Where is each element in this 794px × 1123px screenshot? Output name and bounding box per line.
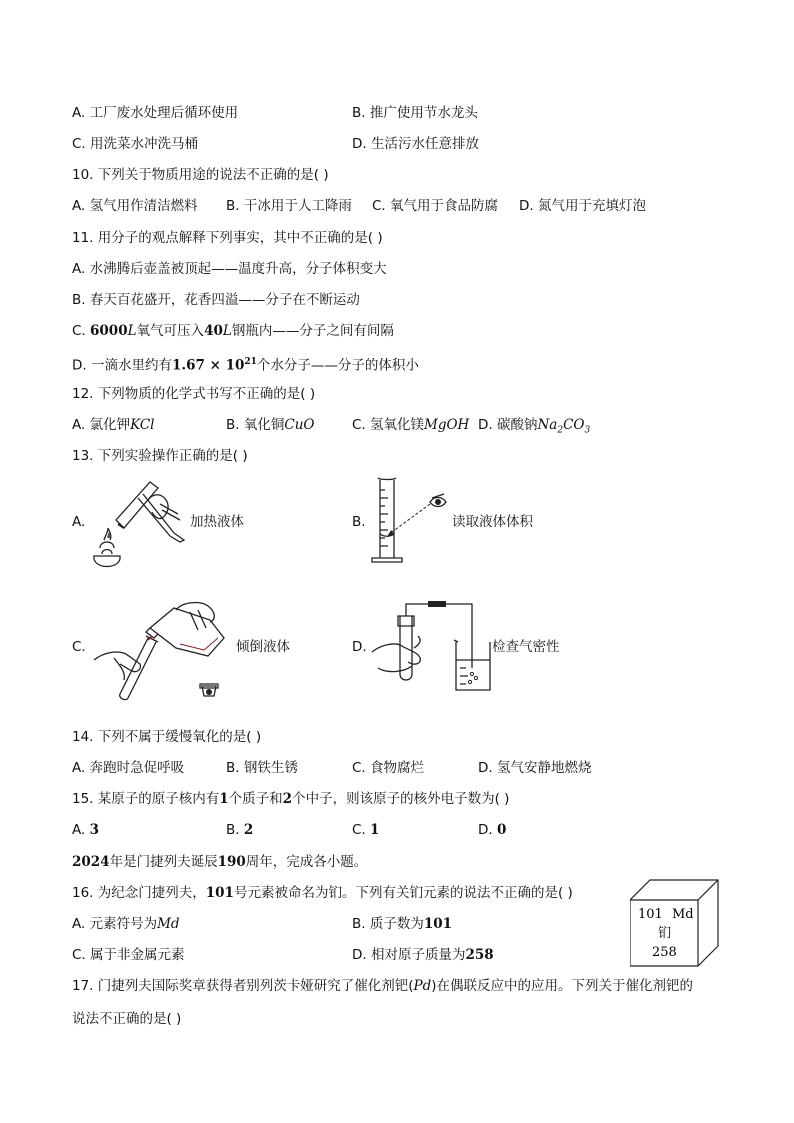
airtightness-check-illustration <box>368 598 498 702</box>
q11-option-c-value2: 40 <box>204 323 223 339</box>
q16-option-d-text: D. 相对原子质量为 <box>352 947 466 963</box>
element-atomic-mass: 258 <box>652 945 677 960</box>
q11-option-d-prefix: D. 一滴水里约有 <box>72 357 172 374</box>
q11-option-d-number: 1.67 × 10 <box>171 357 245 374</box>
q14-option-c: C. 食物腐烂 <box>352 760 425 776</box>
element-name: 钔 <box>658 926 672 941</box>
q17-stem-part2: )在偶联反应中的应用。下列关于催化剂钯的 <box>431 978 694 994</box>
q12-option-b <box>226 416 314 434</box>
q15-option-d-value: 0 <box>496 822 507 838</box>
q9-option-c: C. 用洗菜水冲洗马桶 <box>72 136 199 152</box>
q13-option-a-letter: A. <box>72 514 86 530</box>
q15-option-c <box>352 821 379 839</box>
q11-option-c-unit2: L <box>222 323 232 339</box>
q14-stem: 14. 下列不属于缓慢氧化的是( ) <box>72 729 262 745</box>
q9-option-b: B. 推广使用节水龙头 <box>352 105 478 121</box>
q15-option-d-letter: D. <box>478 822 493 838</box>
q11-option-d <box>72 353 419 375</box>
q11-option-c <box>72 322 394 340</box>
q16-stem-part1: 16. 为纪念门捷列夫， <box>72 885 206 901</box>
q12-option-c-formula: MgOH <box>424 417 470 433</box>
q16-option-a-symbol: Md <box>157 916 180 932</box>
intro-text-part2: 周年，完成各小题。 <box>245 854 368 870</box>
q12-option-d-text: D. 碳酸钠 <box>478 417 538 433</box>
q15-stem-part1: 15. 某原子的原子核内有 <box>72 791 220 807</box>
intro-text-part1: 年是门捷列夫诞辰 <box>109 854 218 870</box>
q14-option-d: D. 氢气安静地燃烧 <box>478 760 592 776</box>
q13-stem: 13. 下列实验操作正确的是( ) <box>72 448 248 464</box>
q12-option-a-formula: KCl <box>130 417 155 433</box>
q16-option-b-value: 101 <box>423 916 453 932</box>
q16-option-c: C. 属于非金属元素 <box>72 947 185 963</box>
reading-cylinder-illustration <box>368 474 458 566</box>
q16-option-d <box>352 946 494 964</box>
q15-stem-number1: 1 <box>219 791 229 807</box>
q14-option-a: A. 奔跑时急促呼吸 <box>72 760 185 776</box>
pouring-liquid-illustration <box>90 600 232 702</box>
q11-option-c-suffix: 钢瓶内——分子之间有间隔 <box>231 323 394 339</box>
q16-option-a <box>72 915 180 933</box>
q10-option-a: A. 氢气用作清洁燃料 <box>72 198 198 214</box>
q14-option-b: B. 钢铁生锈 <box>226 760 298 776</box>
element-card-mendelevium <box>630 878 722 970</box>
q16-option-b-text: B. 质子数为 <box>352 916 424 932</box>
q12-option-d-formula-part2: CO <box>563 417 585 433</box>
q16-option-b <box>352 915 452 933</box>
q13-option-b-letter: B. <box>352 514 366 530</box>
q11-option-d-suffix: 个水分子——分子的体积小 <box>256 357 419 374</box>
section-intro <box>72 853 367 871</box>
q15-option-b <box>226 821 253 839</box>
q12-option-a <box>72 416 154 434</box>
q12-option-c <box>352 416 469 434</box>
q16-option-a-text: A. 元素符号为 <box>72 916 158 932</box>
q15-option-c-letter: C. <box>352 822 366 838</box>
element-symbol: Md <box>672 907 694 922</box>
q9-option-a: A. 工厂废水处理后循环使用 <box>72 105 239 121</box>
q12-option-d-subscript1: 2 <box>557 425 564 436</box>
q12-option-b-text: B. 氧化铜 <box>226 417 285 433</box>
q15-stem-part2: 个质子和 <box>228 791 283 807</box>
intro-number: 190 <box>217 854 246 870</box>
q11-option-c-prefix: C. <box>72 323 91 339</box>
q16-stem-number: 101 <box>205 885 234 901</box>
q13-option-c-letter: C. <box>72 639 86 655</box>
q15-option-a-letter: A. <box>72 822 86 838</box>
q9-option-d: D. 生活污水任意排放 <box>352 136 479 152</box>
q12-option-c-text: C. 氢氧化镁 <box>352 417 425 433</box>
intro-year: 2024 <box>72 854 110 870</box>
q12-option-d <box>478 416 590 440</box>
q12-stem: 12. 下列物质的化学式书写不正确的是( ) <box>72 386 316 402</box>
q13-option-d-letter: D. <box>352 639 367 655</box>
q11-option-c-unit1: L <box>127 323 137 339</box>
q15-stem-part3: 个中子，则该原子的核外电子数为( ) <box>292 791 510 807</box>
q16-stem-part2: 号元素被命名为钔。下列有关钔元素的说法不正确的是( ) <box>233 885 573 901</box>
q13-option-d-caption: 检查气密性 <box>492 639 560 655</box>
q15-option-a-value: 3 <box>89 822 99 838</box>
q17-stem-line2: 说法不正确的是( ) <box>72 1011 182 1027</box>
q10-stem: 10. 下列关于物质用途的说法不正确的是( ) <box>72 167 329 183</box>
q11-option-c-value1: 6000 <box>90 323 128 339</box>
q12-option-b-formula: CuO <box>284 417 315 433</box>
q10-option-b: B. 干冰用于人工降雨 <box>226 198 352 214</box>
q15-option-b-value: 2 <box>243 822 254 838</box>
q17-stem-symbol: Pd <box>413 978 432 994</box>
q11-option-d-exponent: 21 <box>244 357 257 367</box>
q11-option-a: A. 水沸腾后壶盖被顶起——温度升高，分子体积变大 <box>72 261 387 277</box>
q13-option-a-caption: 加热液体 <box>190 514 244 530</box>
q11-option-b: B. 春天百花盛开，花香四溢——分子在不断运动 <box>72 292 360 308</box>
q10-option-c: C. 氧气用于食品防腐 <box>372 198 499 214</box>
q11-stem: 11. 用分子的观点解释下列事实，其中不正确的是( ) <box>72 230 383 246</box>
q10-option-d: D. 氮气用于充填灯泡 <box>519 198 646 214</box>
q15-option-b-letter: B. <box>226 822 240 838</box>
heating-liquid-illustration <box>88 478 188 570</box>
q13-option-c-caption: 倾倒液体 <box>236 639 290 655</box>
q15-option-c-value: 1 <box>370 822 380 838</box>
q15-stem <box>72 790 509 808</box>
q15-stem-number2: 2 <box>282 791 293 807</box>
q12-option-d-formula-part1: Na <box>537 417 558 433</box>
q11-option-c-mid: 氧气可压入 <box>136 323 205 339</box>
q16-option-d-value: 258 <box>465 947 494 963</box>
element-atomic-number: 101 <box>638 907 663 922</box>
q16-stem <box>72 884 573 902</box>
q15-option-d <box>478 821 506 839</box>
q12-option-a-text: A. 氯化钾 <box>72 417 131 433</box>
q13-option-b-caption: 读取液体体积 <box>452 514 533 530</box>
q17-stem <box>72 977 693 995</box>
q17-stem-part1: 17. 门捷列夫国际奖章获得者别列茨卡娅研究了催化剂钯( <box>72 978 414 994</box>
q12-option-d-subscript2: 3 <box>584 425 591 436</box>
q15-option-a <box>72 821 99 839</box>
